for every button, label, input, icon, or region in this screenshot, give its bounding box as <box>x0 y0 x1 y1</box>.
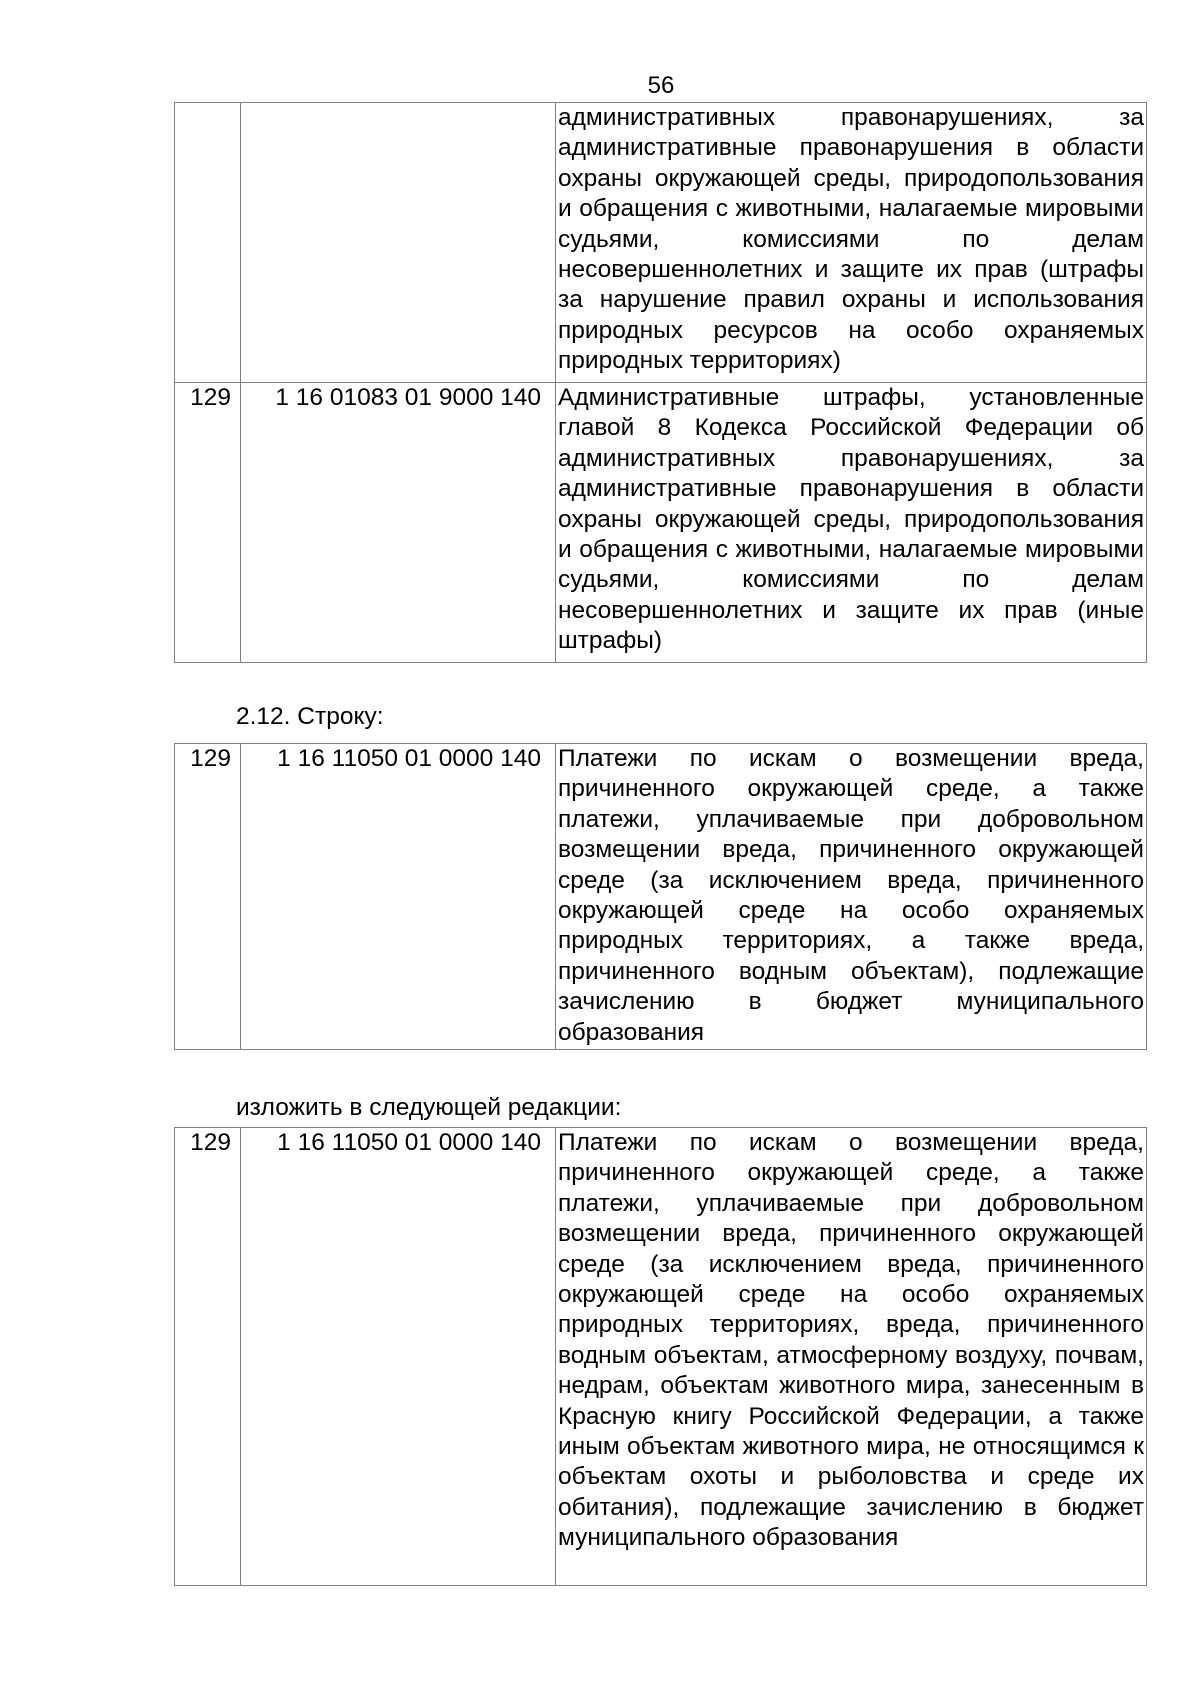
table-continuation <box>174 102 1147 663</box>
description-cell: Платежи по искам о возмещении вреда, причиненного окружающей среде, а также платежи, уплачиваемые при добровольном возмещении вреда, причиненного окружающей среде (за исключением вреда, причиненного окружающей среде на особо охраняемых природных территориях, а также вреда, причиненного водным объектам), подлежащие зачислению в бюджет муниципального образования <box>556 744 1147 1050</box>
paragraph-row-label: 2.12. Строку: <box>236 703 384 730</box>
table-row <box>175 103 1147 383</box>
description-cell: административных правонарушениях, за административные правонарушения в области охраны окружающей среды, природопользования и обращения с животными, налагаемые мировыми судьями, комиссиями по делам несовершеннолетних и защите их прав (штрафы за нарушение правил охраны и использования природных ресурсов на особо охраняемых природных территориях) <box>556 103 1147 383</box>
description-cell: Административные штрафы, установленные главой 8 Кодекса Российской Федерации об административных правонарушениях, за административные правонарушения в области охраны окружающей среды, природопользования и обращения с животными, налагаемые мировыми судьями, комиссиями по делам несовершеннолетних и защите их прав (иные штрафы) <box>556 383 1147 663</box>
table-row <box>175 1128 1147 1586</box>
code-cell <box>241 103 556 383</box>
row-number-cell: 129 <box>175 1128 241 1586</box>
code-cell: 1 16 01083 01 9000 140 <box>241 383 556 663</box>
row-number-cell: 129 <box>175 744 241 1050</box>
page-number: 56 <box>647 72 675 99</box>
row-number-cell <box>175 103 241 383</box>
table-old-row <box>174 743 1147 1050</box>
code-cell: 1 16 11050 01 0000 140 <box>241 744 556 1050</box>
code-cell: 1 16 11050 01 0000 140 <box>241 1128 556 1586</box>
description-cell: Платежи по искам о возмещении вреда, причиненного окружающей среде, а также платежи, уплачиваемые при добровольном возмещении вреда, причиненного окружающей среде (за исключением вреда, причиненного окружающей среде на особо охраняемых природных территориях, вреда, причиненного водным объектам, атмосферному воздуху, почвам, недрам, объектам животного мира, занесенным в Красную книгу Российской Федерации, а также иным объектам животного мира, не относящимся к объектам охоты и рыболовства и среде их обитания), подлежащие зачислению в бюджет муниципального образования <box>556 1128 1147 1586</box>
table-row <box>175 383 1147 663</box>
table-row <box>175 744 1147 1050</box>
paragraph-new-edition: изложить в следующей редакции: <box>236 1094 622 1121</box>
table-new-row <box>174 1127 1147 1586</box>
row-number-cell: 129 <box>175 383 241 663</box>
